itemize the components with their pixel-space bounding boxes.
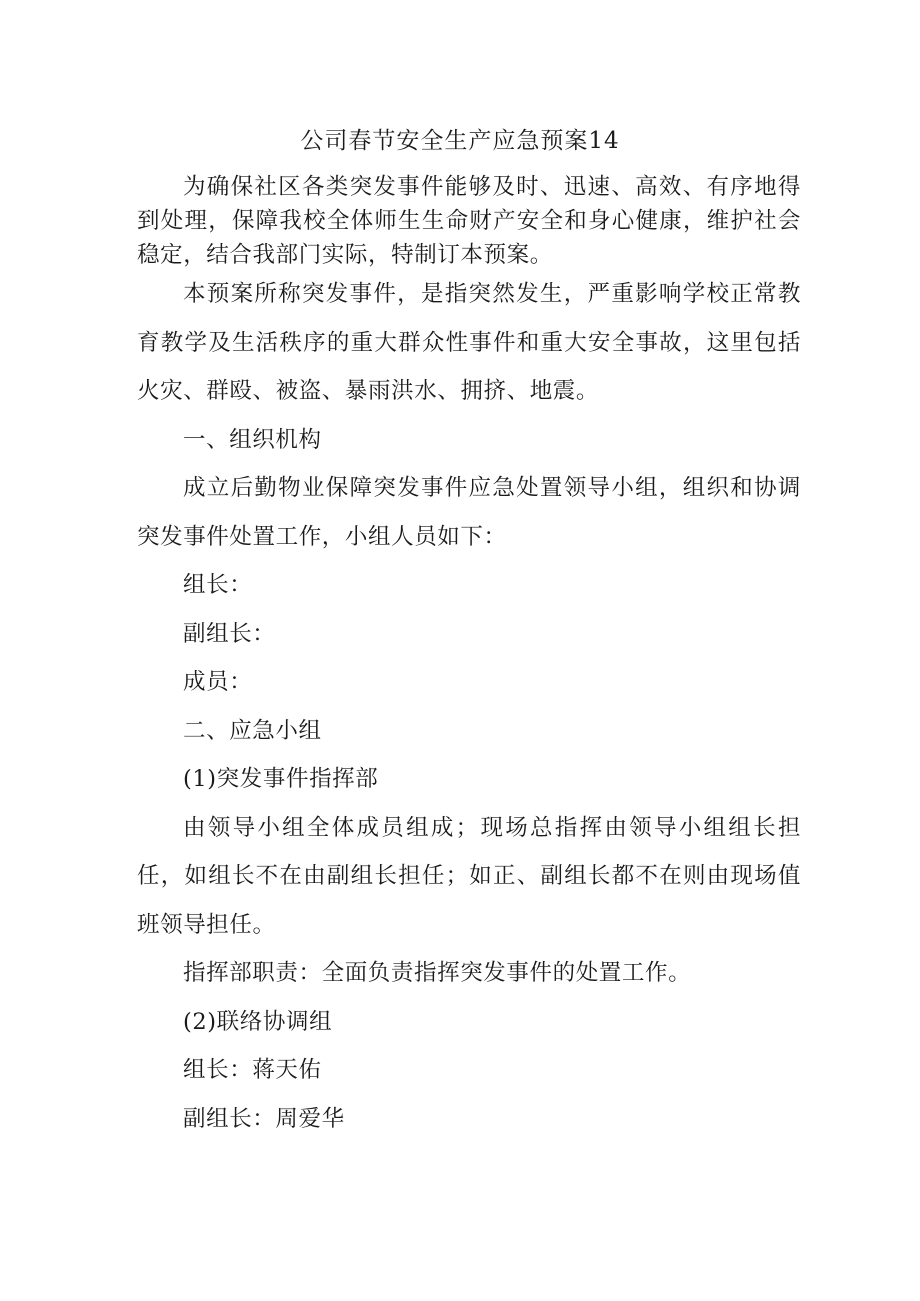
- paragraph-command-composition: 由领导小组全体成员组成；现场总指挥由领导小组组长担任，如组长不在由副组长担任；如正、副组长都不在则由现场值班领导担任。: [137, 814, 801, 938]
- field-deputy-leader: 副组长：: [183, 620, 276, 647]
- subheading-liaison-group: (2)联络协调组: [183, 1008, 333, 1035]
- field-group-leader: 组长：: [183, 572, 253, 598]
- heading-emergency-groups: 二、应急小组: [183, 717, 322, 744]
- subheading-command-center: (1)突发事件指挥部: [183, 766, 379, 792]
- field-liaison-leader: 组长：蒋天佑: [183, 1057, 322, 1083]
- document-title: 公司春节安全生产应急预案14: [300, 128, 620, 154]
- intro-section: [137, 170, 801, 272]
- intro-paragraph: 为确保社区各类突发事件能够及时、迅速、高效、有序地得到处理，保障我校全体师生生命财产安全和身心健康，维护社会稳定，结合我部门实际，特制订本预案。: [137, 174, 801, 268]
- field-members: 成员：: [183, 669, 253, 695]
- paragraph-command-duties: 指挥部职责：全面负责指挥突发事件的处置工作。: [183, 960, 692, 986]
- document-body: [137, 270, 801, 1143]
- heading-organization: 一、组织机构: [183, 426, 322, 453]
- field-liaison-deputy: 副组长：周爱华: [183, 1105, 345, 1132]
- paragraph-scope: 本预案所称突发事件，是指突然发生，严重影响学校正常教育教学及生活秩序的重大群众性事件和重大安全事故，这里包括火灾、群殴、被盗、暴雨洪水、拥挤、地震。: [137, 281, 801, 404]
- paragraph-leadership-group: 成立后勤物业保障突发事件应急处置领导小组，组织和协调突发事件处置工作，小组人员如下：: [137, 475, 801, 550]
